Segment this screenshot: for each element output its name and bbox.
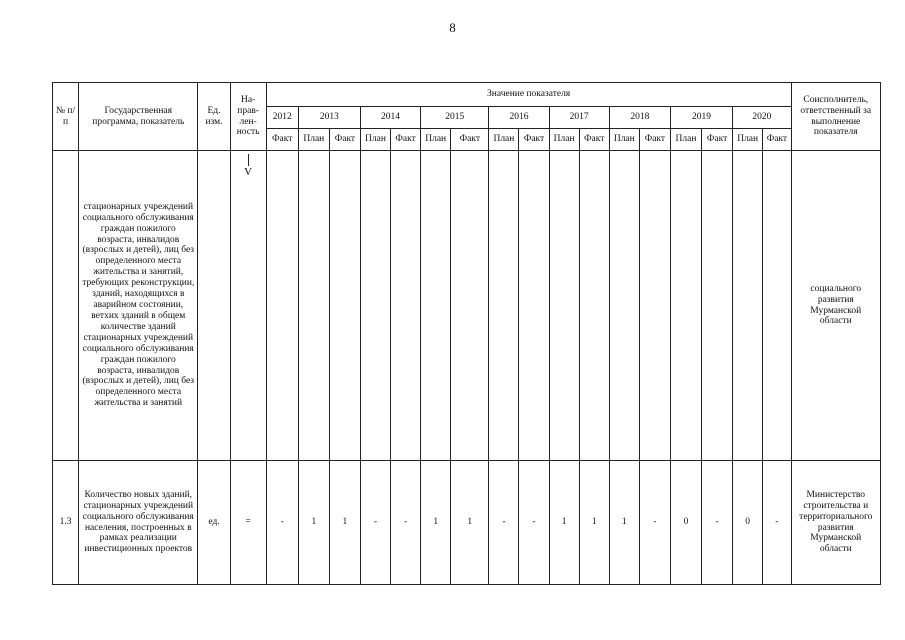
value-cell: - — [519, 461, 549, 585]
value-cell: - — [266, 461, 298, 585]
value-cell: 0 — [670, 461, 701, 585]
value-cell: - — [489, 461, 519, 585]
executor-cell: Министерство строительства и территориального развития Мурманской области — [791, 461, 880, 585]
executor-cell: социального развития Мурманской области — [791, 151, 880, 461]
value-cell: 1 — [451, 461, 489, 585]
page-number: 8 — [449, 20, 456, 35]
value-cell — [451, 151, 489, 461]
subcol-header: Факт — [329, 129, 360, 151]
value-cell — [549, 151, 579, 461]
value-cell: - — [391, 461, 421, 585]
value-cell — [489, 151, 519, 461]
year-header: 2014 — [360, 107, 420, 129]
subcol-header: План — [360, 129, 390, 151]
program-cell: Количество новых зданий, стационарных учреждений социального обслуживания населения, построенных в рамках реализации инвестиционных проектов — [79, 461, 198, 585]
value-cell: - — [702, 461, 733, 585]
header-executor: Соисполнитель, ответственный за выполнение показателя — [791, 83, 880, 151]
subcol-header: План — [298, 129, 329, 151]
value-cell — [639, 151, 670, 461]
value-cell — [421, 151, 451, 461]
value-cell — [329, 151, 360, 461]
subcol-header: Факт — [702, 129, 733, 151]
year-header: 2017 — [549, 107, 609, 129]
value-cell: 1 — [579, 461, 609, 585]
value-cell — [298, 151, 329, 461]
subcol-header: Факт — [391, 129, 421, 151]
value-cell — [391, 151, 421, 461]
subcol-header: План — [670, 129, 701, 151]
table-row — [53, 461, 881, 585]
header-program: Государственная программа, показатель — [79, 83, 198, 151]
value-cell — [733, 151, 763, 461]
year-header: 2019 — [670, 107, 732, 129]
indicator-table — [52, 82, 881, 585]
value-cell — [670, 151, 701, 461]
header-unit: Ед. изм. — [198, 83, 230, 151]
row-num: 1.3 — [53, 461, 79, 585]
value-cell: 1 — [329, 461, 360, 585]
value-cell: 1 — [549, 461, 579, 585]
unit-cell: ед. — [198, 461, 230, 585]
header-values: Значение показателя — [266, 83, 791, 107]
value-cell — [360, 151, 390, 461]
subcol-header: Факт — [266, 129, 298, 151]
subcol-header: Факт — [639, 129, 670, 151]
direction-cell — [230, 151, 266, 461]
value-cell: - — [639, 461, 670, 585]
year-header: 2020 — [733, 107, 791, 129]
subcol-header: План — [733, 129, 763, 151]
year-header: 2013 — [298, 107, 360, 129]
year-header: 2016 — [489, 107, 549, 129]
row-num — [53, 151, 79, 461]
header-num: № п/п — [53, 83, 79, 151]
unit-cell — [198, 151, 230, 461]
value-cell: - — [763, 461, 791, 585]
year-header: 2015 — [421, 107, 489, 129]
value-cell — [579, 151, 609, 461]
table-row — [53, 151, 881, 461]
value-cell: 1 — [609, 461, 639, 585]
direction-glyph: V — [244, 166, 253, 178]
program-cell: стационарных учреждений социального обслуживания граждан пожилого возраста, инвалидов (взрослых и детей), лиц без определенного места жительства и занятий, требующих реконструкции, зданий, находящихся в аварийном состоянии, ветхих зданий в общем количестве зданий стационарных учреждений социального обслуживания граждан пожилого возраста, инвалидов (взрослых и детей), лиц без определенного места жительства и занятий — [79, 151, 198, 461]
year-header: 2012 — [266, 107, 298, 129]
value-cell — [763, 151, 791, 461]
direction-cell: = — [230, 461, 266, 585]
subcol-header: План — [609, 129, 639, 151]
value-cell: 0 — [733, 461, 763, 585]
subcol-header: Факт — [579, 129, 609, 151]
direction-arrow-icon — [244, 154, 252, 178]
value-cell — [266, 151, 298, 461]
value-cell: 1 — [421, 461, 451, 585]
value-cell: - — [360, 461, 390, 585]
year-header: 2018 — [609, 107, 670, 129]
subcol-header: Факт — [519, 129, 549, 151]
header-direction: На-прав-лен-ность — [230, 83, 266, 151]
subcol-header: План — [489, 129, 519, 151]
value-cell — [519, 151, 549, 461]
value-cell — [702, 151, 733, 461]
subcol-header: План — [549, 129, 579, 151]
subcol-header: Факт — [763, 129, 791, 151]
value-cell: 1 — [298, 461, 329, 585]
value-cell — [609, 151, 639, 461]
subcol-header: Факт — [451, 129, 489, 151]
subcol-header: План — [421, 129, 451, 151]
